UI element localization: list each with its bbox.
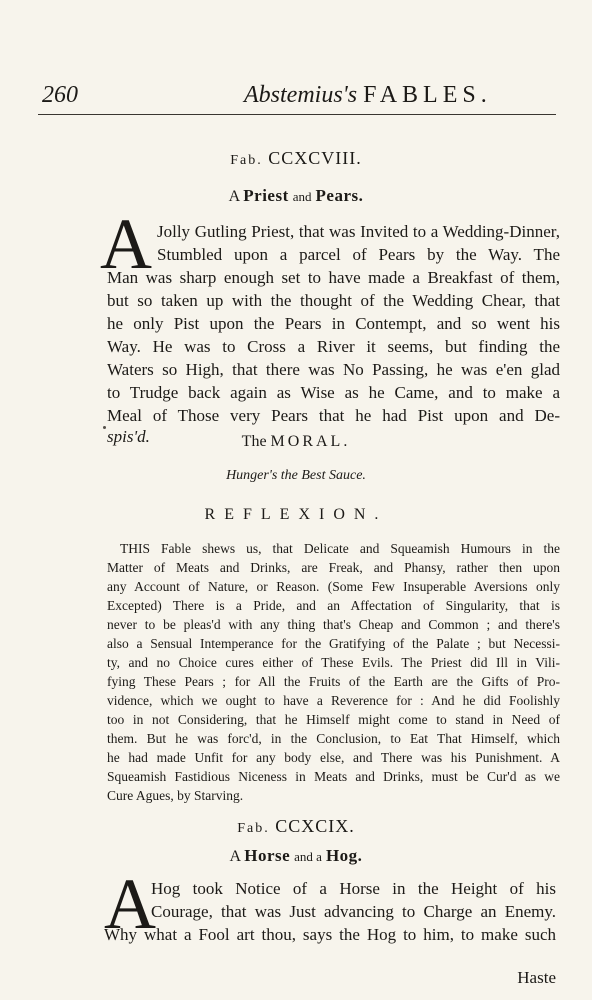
moral-text: Hunger's the Best Sauce. bbox=[226, 468, 366, 483]
drop-cap-2: A bbox=[104, 864, 156, 944]
reflexion-line: never to be pleas'd with any thing that's Cheap and Common ; and there's bbox=[107, 617, 560, 632]
fable-text-line: Meal of Those very Pears that he had Pist upon and De- bbox=[107, 406, 560, 425]
drop-cap: A bbox=[100, 204, 152, 284]
fable-number bbox=[0, 148, 592, 169]
fable-title-2-word2: Hog. bbox=[325, 846, 363, 865]
reflexion-line: also a Sensual Intemperance for the Gratifying of the Palate ; but Necessi- bbox=[107, 636, 560, 651]
fable-title-article: A bbox=[228, 188, 240, 205]
fable-title-word1: Priest bbox=[243, 186, 289, 205]
reflexion-line: vidence, which we ought to have a Reverence for : And he did Foolishly bbox=[107, 693, 560, 708]
reflexion-line: ty, and no Choice cures either of These Evils. The Priest did Ill in Vili- bbox=[107, 655, 560, 670]
running-header bbox=[38, 80, 558, 110]
fable-text-line: he only Pist upon the Pears in Contempt, and so went his bbox=[107, 314, 560, 333]
fable-text-line: to Trudge back again as Wise as he Came, and to make a bbox=[107, 383, 560, 402]
catchword: Haste bbox=[517, 968, 556, 987]
fable-text-line: but so taken up with the thought of the Wedding Chear, that bbox=[107, 291, 560, 310]
page-number: 260 bbox=[42, 82, 78, 108]
fable-number-roman: CCXCVIII. bbox=[268, 148, 362, 168]
moral-heading bbox=[0, 433, 592, 451]
fable-title-conjunction: and bbox=[292, 189, 312, 204]
reflexion-line: THIS Fable shews us, that Delicate and Squeamish Humours in the bbox=[120, 541, 560, 556]
reflexion-line-last: Cure Agues, by Starving. bbox=[107, 788, 244, 803]
reflexion-heading: REFLEXION. bbox=[204, 506, 388, 523]
fable-title bbox=[0, 186, 592, 206]
reflexion-line: fying These Pears ; for All the Fruits of the Earth are the Gifts of Pro- bbox=[107, 674, 560, 689]
fable-title-2-article: A bbox=[229, 848, 241, 865]
fable-text-line: Waters so High, that there was No Passing, he was e'en glad bbox=[107, 360, 560, 379]
fable-text-line-last: spis'd. bbox=[107, 427, 150, 446]
fable-number-prefix: Fab. bbox=[230, 153, 263, 168]
fable-title-word2: Pears. bbox=[315, 186, 364, 205]
running-title-fables: FABLES. bbox=[363, 82, 492, 108]
ink-speck bbox=[103, 426, 106, 429]
fable-number-2-roman: CCXCIX. bbox=[275, 816, 355, 836]
header-rule bbox=[38, 114, 556, 115]
moral-heading-the: The bbox=[241, 433, 267, 450]
running-title-author: Abstemius's bbox=[244, 82, 358, 108]
reflexion-line: any Account of Nature, or Reason. (Some Few Insuperable Aversions only bbox=[107, 579, 560, 594]
reflexion-line: he had made Unfit for any body else, and There was his Punishment. A bbox=[107, 750, 560, 765]
fable-text-line: Stumbled upon a parcel of Pears by the Way. The bbox=[157, 245, 560, 264]
fable-title-2 bbox=[0, 846, 592, 866]
reflexion-line: Squeamish Fastidious Niceness in Meats and Drinks, must be Cur'd as we bbox=[107, 769, 560, 784]
reflexion-line: Excepted) There is a Pride, and an Affectation of Singularity, that is bbox=[107, 598, 560, 613]
running-title bbox=[244, 82, 492, 109]
fable-text-line: Jolly Gutling Priest, that was Invited to a Wedding-Dinner, bbox=[157, 222, 560, 241]
reflexion-line: them. But he was forc'd, in the Conclusion, to Eat That Himself, which bbox=[107, 731, 560, 746]
fable-text-line: Way. He was to Cross a River it seems, but finding the bbox=[107, 337, 560, 356]
reflexion-line: Matter of Meats and Drinks, are Freak, and Phansy, rather then upon bbox=[107, 560, 560, 575]
moral-heading-word: MORAL. bbox=[270, 433, 351, 450]
reflexion-line: too in not Considering, that he Himself might come to stand in Need of bbox=[107, 712, 560, 727]
fable-text-line: Man was sharp enough set to have made a Breakfast of them, bbox=[107, 268, 560, 287]
fable-title-2-word1: Horse bbox=[244, 846, 291, 865]
fable-number-2-prefix: Fab. bbox=[237, 821, 270, 836]
fable-number-2 bbox=[0, 816, 592, 837]
fable-2-text-line: Courage, that was Just advancing to Charge an Enemy. bbox=[151, 902, 556, 921]
fable-title-2-conjunction: and a bbox=[294, 849, 322, 864]
fable-2-text-line: Why what a Fool art thou, says the Hog to him, to make such bbox=[104, 925, 556, 944]
fable-2-text-line: Hog took Notice of a Horse in the Height of his bbox=[151, 879, 556, 898]
